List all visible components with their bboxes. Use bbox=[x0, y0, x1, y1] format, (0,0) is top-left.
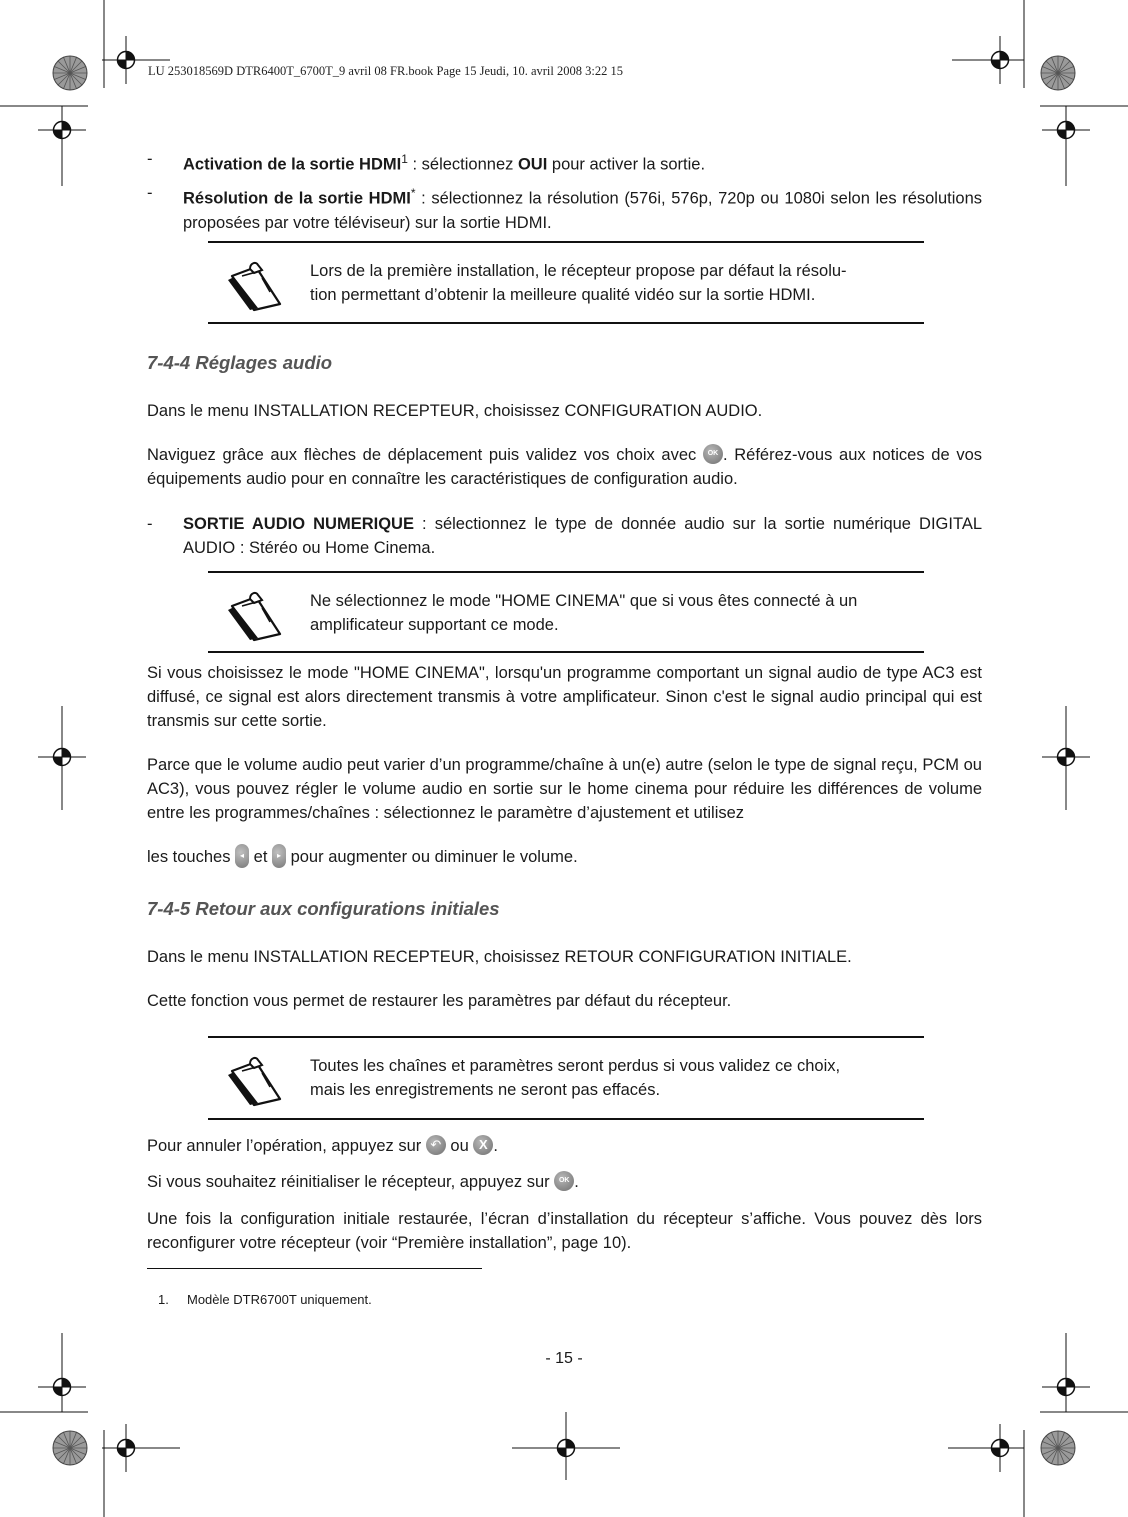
paragraph: Dans le menu INSTALLATION RECEPTEUR, choisissez CONFIGURATION AUDIO. bbox=[147, 402, 763, 420]
paragraph: Cette fonction vous permet de restaurer les paramètres par défaut du récepteur. bbox=[147, 992, 732, 1010]
footnote bbox=[158, 1292, 372, 1307]
left-arrow-button-icon: ◂ bbox=[235, 844, 249, 868]
paragraph-cancel: Pour annuler l’opération, appuyez sur ↶ ou X . bbox=[147, 1136, 498, 1155]
bullet-dash: - bbox=[147, 184, 153, 202]
footnote-number: 1. bbox=[158, 1292, 169, 1307]
paragraph: Si vous choisissez le mode "HOME CINEMA", lorsqu'un programme comportant un signal audio de type AC3 est diffusé, ce signal est alors directement transmis à votre amplificateur. Sinon c'est le signal audio principal qui est transmis sur cette sortie. bbox=[147, 664, 982, 730]
asterisk-ref: * bbox=[410, 186, 416, 200]
ok-button-icon: OK bbox=[703, 444, 723, 464]
bullet-label: Activation de la sortie HDMI bbox=[183, 155, 402, 174]
page-number: - 15 - bbox=[545, 1350, 583, 1367]
registration-starburst-top-left bbox=[53, 56, 87, 90]
note-rule-bottom bbox=[208, 1118, 924, 1120]
note-text: Lors de la première installation, le récepteur propose par défaut la résolu- tion permettant d’obtenir la meilleure qualité vidéo sur la sortie HDMI. bbox=[310, 262, 847, 304]
ok-button-icon: OK bbox=[554, 1171, 574, 1191]
footnote-ref: 1 bbox=[401, 152, 408, 166]
paragraph-navigation: Naviguez grâce aux flèches de déplacement puis validez vos choix avec OK . Référez-vous aux notices de vos équipements audio pour en connaître les caractéristiques de configuration audio. bbox=[147, 443, 982, 491]
note-rule-bottom bbox=[208, 322, 924, 324]
paragraph: Dans le menu INSTALLATION RECEPTEUR, choisissez RETOUR CONFIGURATION INITIALE. bbox=[147, 948, 852, 966]
note-clipboard-icon bbox=[222, 588, 290, 642]
paragraph-reset: Si vous souhaitez réinitialiser le récepteur, appuyez sur OK . bbox=[147, 1170, 982, 1194]
exit-button-icon: X bbox=[473, 1135, 493, 1155]
section-heading-7-4-4: 7-4-4 Réglages audio bbox=[147, 352, 333, 373]
paragraph: Une fois la configuration initiale restaurée, l’écran d’installation du récepteur s’affiche. Vous pouvez dès lors reconfigurer votre récepteur (voir “Première installation”, page 10). bbox=[147, 1210, 982, 1252]
paragraph: Parce que le volume audio peut varier d’un programme/chaîne à un(e) autre (selon le type de signal reçu, PCM ou AC3), vous pouvez régler le volume audio en sortie sur le home cinema pour réduire les différences de volume entre les programmes/chaînes : sélectionnez le paramètre d’ajustement et utilisez bbox=[147, 756, 982, 822]
right-arrow-button-icon: ▸ bbox=[272, 844, 286, 868]
footnote-separator bbox=[147, 1268, 482, 1269]
bullet-label: SORTIE AUDIO NUMERIQUE bbox=[183, 515, 414, 533]
paragraph-volume-keys: les touches ◂ et ▸ pour augmenter ou diminuer le volume. bbox=[147, 845, 982, 870]
note-clipboard-icon bbox=[222, 258, 290, 312]
registration-starburst-bottom-right bbox=[1041, 1431, 1075, 1465]
registration-starburst-top-right bbox=[1041, 56, 1075, 90]
bullet-dash: - bbox=[147, 515, 153, 533]
registration-starburst-bottom-left bbox=[53, 1431, 87, 1465]
note-rule-top bbox=[208, 241, 924, 243]
footnote-text: Modèle DTR6700T uniquement. bbox=[187, 1292, 372, 1307]
note-rule-top bbox=[208, 1036, 924, 1038]
note-text: Toutes les chaînes et paramètres seront perdus si vous validez ce choix, mais les enregistrements ne seront pas effacés. bbox=[310, 1057, 841, 1099]
note-rule-top bbox=[208, 571, 924, 573]
book-header-line: LU 253018569D DTR6400T_6700T_9 avril 08 FR.book Page 15 Jeudi, 10. avril 2008 3:22 15 bbox=[148, 64, 623, 78]
note-clipboard-icon bbox=[222, 1053, 290, 1107]
note-rule-bottom bbox=[208, 651, 924, 653]
back-button-icon: ↶ bbox=[426, 1135, 446, 1155]
bullet-label: Résolution de la sortie HDMI bbox=[183, 189, 411, 208]
bullet-dash: - bbox=[147, 150, 153, 168]
section-heading-7-4-5: 7-4-5 Retour aux configurations initiales bbox=[147, 898, 500, 919]
note-text: Ne sélectionnez le mode "HOME CINEMA" que si vous êtes connecté à un amplificateur supportant ce mode. bbox=[310, 592, 858, 634]
